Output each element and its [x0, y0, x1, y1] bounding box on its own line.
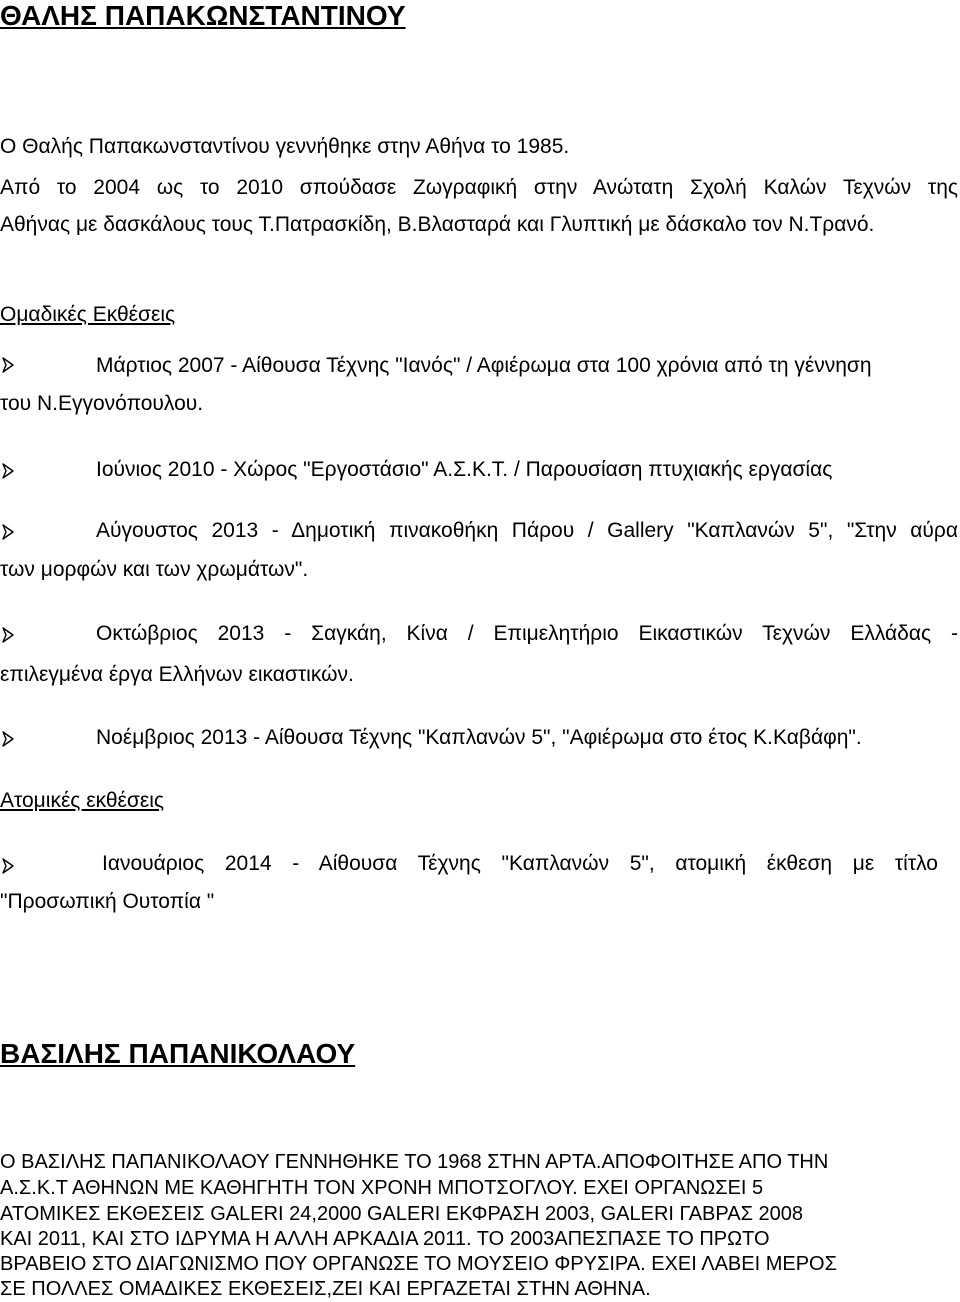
solo-exhibitions-heading: Ατομικές εκθέσεις — [0, 789, 165, 812]
section-title: ΒΑΣΙΛΗΣ ΠΑΠΑΝΙΚΟΛΑΟΥ — [0, 1038, 356, 1069]
arrow-bullet-icon — [2, 627, 14, 643]
bio-line: Α.Σ.Κ.Τ ΑΘΗΝΩΝ ΜΕ ΚΑΘΗΓΗΤΗ ΤΟΝ ΧΡΟΝΗ ΜΠΟΤΣΟΓΛΟΥ. ΕΧΕΙ ΟΡΓΑΝΩΣΕΙ 5 — [0, 1177, 764, 1199]
arrow-bullet-icon — [2, 731, 14, 747]
exhibition-item: Μάρτιος 2007 - Αίθουσα Τέχνης "Ιανός" / Αφιέρωμα στα 100 χρόνια από τη γέννηση — [96, 354, 872, 377]
bio-line: Από το 2004 ως το 2010 σπούδασε Ζωγραφική στην Ανώτατη Σχολή Καλών Τεχνών της — [0, 176, 958, 199]
bio-line: Αθήνας με δασκάλους τους Τ.Πατρασκίδη, Β.Βλασταρά και Γλυπτική με δάσκαλο τον Ν.Τρανό. — [0, 213, 875, 236]
bio-line: ΣΕ ΠΟΛΛΕΣ ΟΜΑΔΙΚΕΣ ΕΚΘΕΣΕΙΣ,ΖΕΙ ΚΑΙ ΕΡΓΑΖΕΤΑΙ ΣΤΗΝ ΑΘΗΝΑ. — [0, 1278, 651, 1300]
exhibition-item: Νοέμβριος 2013 - Αίθουσα Τέχνης "Καπλανών 5", "Αφιέρωμα στο έτος Κ.Καβάφη". — [96, 726, 862, 749]
exhibition-item: Ιούνιος 2010 - Χώρος "Εργοστάσιο" Α.Σ.Κ.Τ. / Παρουσίαση πτυχιακής εργασίας — [96, 458, 833, 481]
solo-exhibition-item: Ιανουάριος 2014 - Αίθουσα Τέχνης "Καπλανών 5", ατομική έκθεση με τίτλο — [102, 852, 938, 875]
bio-line: Ο ΒΑΣΙΛΗΣ ΠΑΠΑΝΙΚΟΛΑΟΥ ΓΕΝΝΗΘΗΚΕ ΤΟ 1968 ΣΤΗΝ ΑΡΤΑ.ΑΠΟΦΟΙΤΗΣΕ ΑΠΟ ΤΗΝ — [0, 1151, 829, 1173]
exhibition-item-cont: του Ν.Εγγονόπουλου. — [0, 392, 204, 415]
arrow-bullet-icon — [2, 524, 14, 540]
exhibition-item: Οκτώβριος 2013 - Σαγκάη, Κίνα / Επιμελητήριο Εικαστικών Τεχνών Ελλάδας - — [96, 622, 958, 645]
exhibition-item-cont: επιλεγμένα έργα Ελλήνων εικαστικών. — [0, 663, 354, 686]
bio-line: Ο Θαλής Παπακωνσταντίνου γεννήθηκε στην Αθήνα το 1985. — [0, 135, 570, 158]
exhibition-item-cont: των μορφών και των χρωμάτων". — [0, 558, 309, 581]
arrow-bullet-icon — [2, 463, 14, 479]
exhibition-item: Αύγουστος 2013 - Δημοτική πινακοθήκη Πάρου / Gallery "Καπλανών 5", "Στην αύρα — [96, 519, 958, 542]
arrow-bullet-icon — [2, 357, 14, 373]
bio-line: ΚΑΙ 2011, ΚΑΙ ΣΤΟ ΙΔΡΥΜΑ Η ΑΛΛΗ ΑΡΚΑΔΙΑ 2011. ΤΟ 2003ΑΠΕΣΠΑΣΕ ΤΟ ΠΡΩΤΟ — [0, 1228, 770, 1250]
arrow-bullet-icon — [2, 858, 14, 874]
page-title: ΘΑΛΗΣ ΠΑΠΑΚΩΝΣΤΑΝΤΙΝΟΥ — [0, 0, 406, 31]
bio-line: ΒΡΑΒΕΙΟ ΣΤΟ ΔΙΑΓΩΝΙΣΜΟ ΠΟΥ ΟΡΓΑΝΩΣΕ ΤΟ ΜΟΥΣΕΙΟ ΦΡΥΣΙΡΑ. ΕΧΕΙ ΛΑΒΕΙ ΜΕΡΟΣ — [0, 1253, 837, 1275]
bio-line: ΑΤΟΜΙΚΕΣ ΕΚΘΕΣΕΙΣ GALERI 24,2000 GALERI ΕΚΦΡΑΣΗ 2003, GALERI ΓΑΒΡΑΣ 2008 — [0, 1203, 803, 1225]
group-exhibitions-heading: Ομαδικές Εκθέσεις — [0, 303, 176, 326]
solo-exhibition-item-cont: "Προσωπική Ουτοπία " — [0, 890, 215, 913]
